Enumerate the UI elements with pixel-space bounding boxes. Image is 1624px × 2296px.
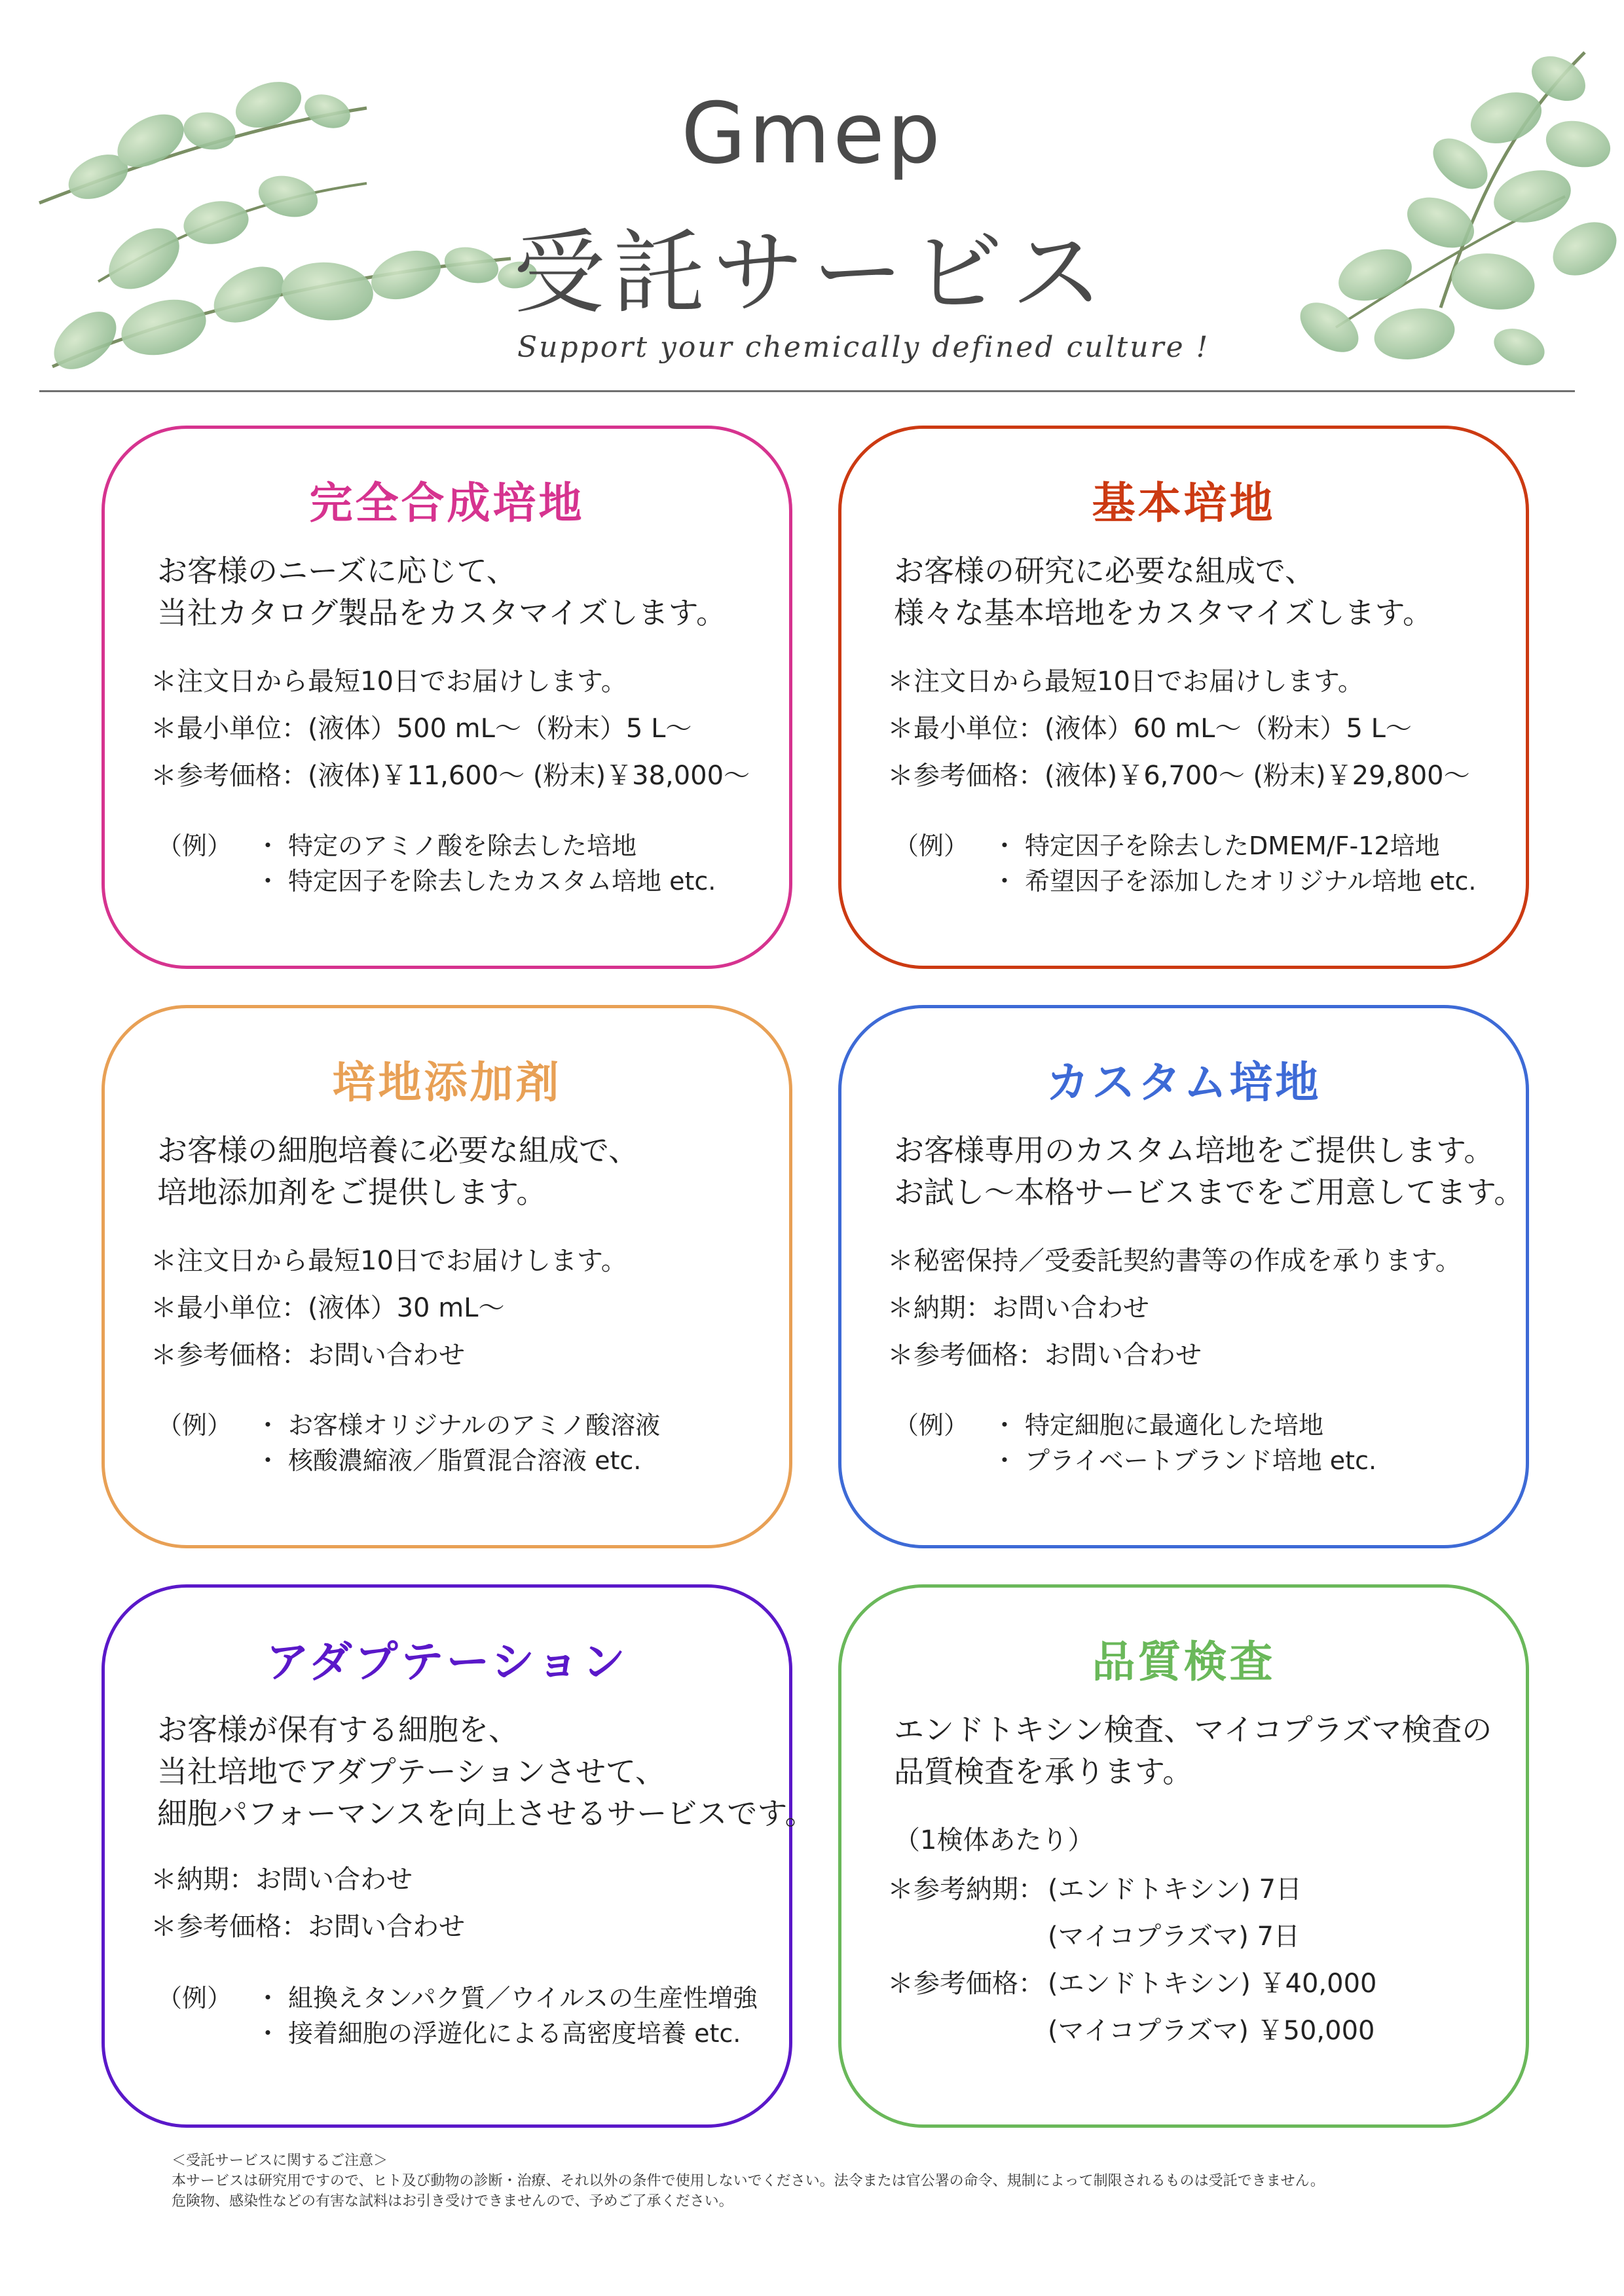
quality-schedule-price: ＊参考納期： (エンドトキシン) 7日 (マイコプラズマ) 7日 ＊参考価格： (エンドトキシン) ￥40,000 (マイコプラズマ) ￥50,000	[887, 1874, 1377, 2046]
card-title: 培地添加剤	[332, 1057, 562, 1108]
card-description: お客様のニーズに応じて、 当社カタログ製品をカスタマイズします。	[157, 553, 726, 630]
footer-heading: ＜受託サービスに関するご注意＞	[172, 2153, 388, 2169]
card-description: エンドトキシン検査、マイコプラズマ検査の 品質検査を承ります。	[894, 1712, 1492, 1789]
footer-line: 危険物、感染性などの有害な試料はお引き受けできませんので、予めご了承ください。	[172, 2193, 733, 2210]
card-complete-medium	[101, 426, 792, 969]
card-custom-medium	[838, 1005, 1529, 1548]
card-examples: （例） ・ お客様オリジナルのアミノ酸溶液 ・ 核酸濃縮液／脂質混合溶液 etc.	[157, 1411, 661, 1475]
card-title: 完全合成培地	[309, 478, 585, 528]
card-notes: ＊注文日から最短10日でお届けします。 ＊最小単位：(液体）60 mL～（粉末）5 L～ ＊参考価格：(液体)￥6,700～ (粉末)￥29,800～	[887, 666, 1470, 791]
card-quality-inspection	[838, 1584, 1529, 2128]
card-medium-additive	[101, 1005, 792, 1548]
card-basic-medium	[838, 426, 1529, 969]
card-description: お客様専用のカスタム培地をご提供します。 お試し～本格サービスまでをご用意してます。	[894, 1133, 1524, 1210]
card-title: 品質検査	[1092, 1637, 1276, 1687]
card-notes: ＊注文日から最短10日でお届けします。 ＊最小単位：(液体）500 mL～（粉末）5 L～ ＊参考価格：(液体)￥11,600～ (粉末)￥38,000～	[151, 666, 750, 791]
card-notes: ＊注文日から最短10日でお届けします。 ＊最小単位：(液体）30 mL～ ＊参考価格：お問い合わせ	[151, 1246, 627, 1370]
per-sample-note: （1検体あたり）	[894, 1825, 1094, 1855]
card-notes: ＊納期：お問い合わせ ＊参考価格：お問い合わせ	[151, 1865, 465, 1942]
card-examples: （例） ・ 特定のアミノ酸を除去した培地 ・ 特定因子を除去したカスタム培地 etc.	[157, 831, 716, 896]
header-divider	[39, 390, 1575, 392]
card-examples: （例） ・ 特定細胞に最適化した培地 ・ プライベートブランド培地 etc.	[894, 1411, 1377, 1475]
card-title: 基本培地	[1092, 478, 1276, 528]
card-examples: （例） ・ 特定因子を除去したDMEM/F-12培地 ・ 希望因子を添加したオリジナル培地 etc.	[894, 831, 1477, 896]
title-en: Gmep	[681, 85, 943, 183]
card-adaptation	[101, 1584, 815, 2128]
title-ja: 受託サービス	[513, 220, 1111, 327]
card-description: お客様の研究に必要な組成で、 様々な基本培地をカスタマイズします。	[894, 553, 1433, 630]
card-description: お客様が保有する細胞を、 当社培地でアダプテーションさせて、 細胞パフォーマンスを向上させるサービスです。	[157, 1712, 815, 1831]
footer-line: 本サービスは研究用ですので、ヒト及び動物の診断・治療、それ以外の条件で使用しないでください。法令または官公署の命令、規制によって制限されるものは受託できません。	[172, 2173, 1325, 2189]
tagline: Support your chemically defined culture !	[517, 331, 1210, 364]
card-description: お客様の細胞培養に必要な組成で、 培地添加剤をご提供します。	[157, 1133, 639, 1210]
card-title: カスタム培地	[1046, 1057, 1321, 1108]
card-examples: （例） ・ 組換えタンパク質／ウイルスの生産性増強 ・ 接着細胞の浮遊化による高密度培養 etc.	[157, 1984, 758, 2048]
card-notes: ＊秘密保持／受委託契約書等の作成を承ります。 ＊納期：お問い合わせ ＊参考価格：お問い合わせ	[887, 1246, 1462, 1370]
footer-notice	[172, 2151, 1325, 2212]
header	[0, 0, 1624, 406]
card-title: アダプテーション	[266, 1637, 628, 1687]
